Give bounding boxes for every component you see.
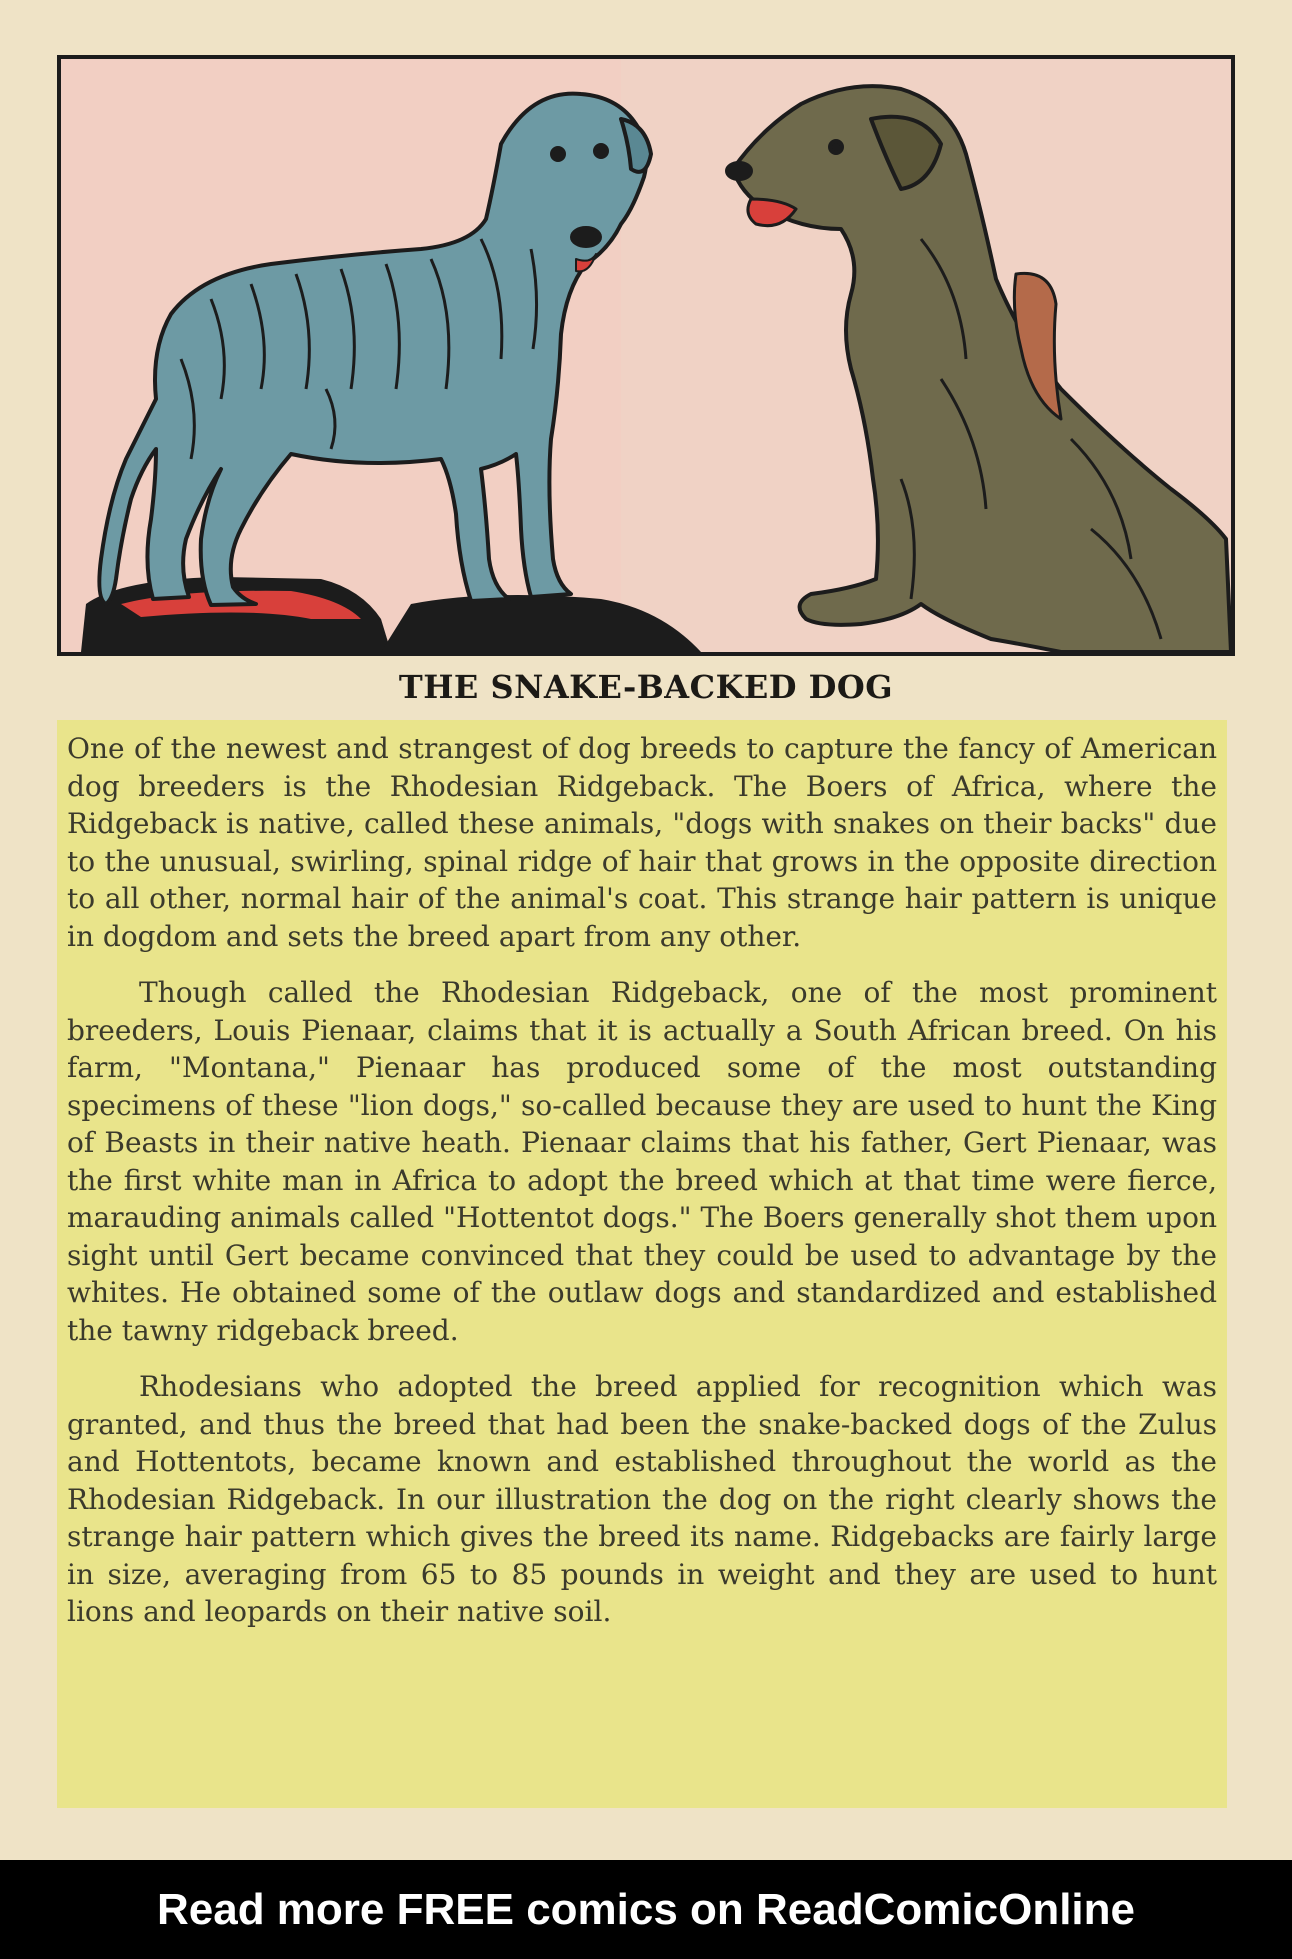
article-body [57, 720, 1227, 1808]
article-paragraph-2: Though called the Rhodesian Ridgeback, one of the most prominent breeders, Louis Pienaar, claims that it is actually a South African breed. On his farm, "Montana," Pienaar has produced some of the most outstanding specimens of these "lion dogs," so-called because they are used to hunt the King of Beasts in their native heath. Pienaar claims that his father, Gert Pienaar, was the first white man in Africa to adopt the breed which at that time were fierce, marauding animals called "Hottentot dogs." The Boers generally shot them upon sight until Gert became convinced that they could be used to advantage by the whites. He obtained some of the outlaw dogs and standardized and established the tawny ridgeback breed. [67, 976, 1217, 1347]
article-paragraph-3: Rhodesians who adopted the breed applied for recognition which was granted, and thus the breed that had been the snake-backed dogs of the Zulus and Hottentots, became known and established throughout the world as the Rhodesian Ridgeback. In our illustration the dog on the right clearly shows the strange hair pattern which gives the breed its name. Ridgebacks are fairly large in size, averaging from 65 to 85 pounds in weight and they are used to hunt lions and leopards on their native soil. [67, 1370, 1217, 1628]
article-paragraph-1: One of the newest and strangest of dog breeds to capture the fancy of American dog breeders is the Rhodesian Ridgeback. The Boers of Africa, where the Ridgeback is native, called these animals, "dogs with snakes on their backs" due to the unusual, swirling, spinal ridge of hair that grows in the opposite direction to all other, normal hair of the animal's coat. This strange hair pattern is unique in dogdom and sets the breed apart from any other. [67, 732, 1217, 953]
illustration-panel [57, 55, 1235, 656]
promo-banner[interactable]: Read more FREE comics on ReadComicOnline [0, 1860, 1292, 1959]
dogs-illustration [61, 59, 1231, 652]
article-title: THE SNAKE-BACKED DOG [398, 668, 894, 706]
